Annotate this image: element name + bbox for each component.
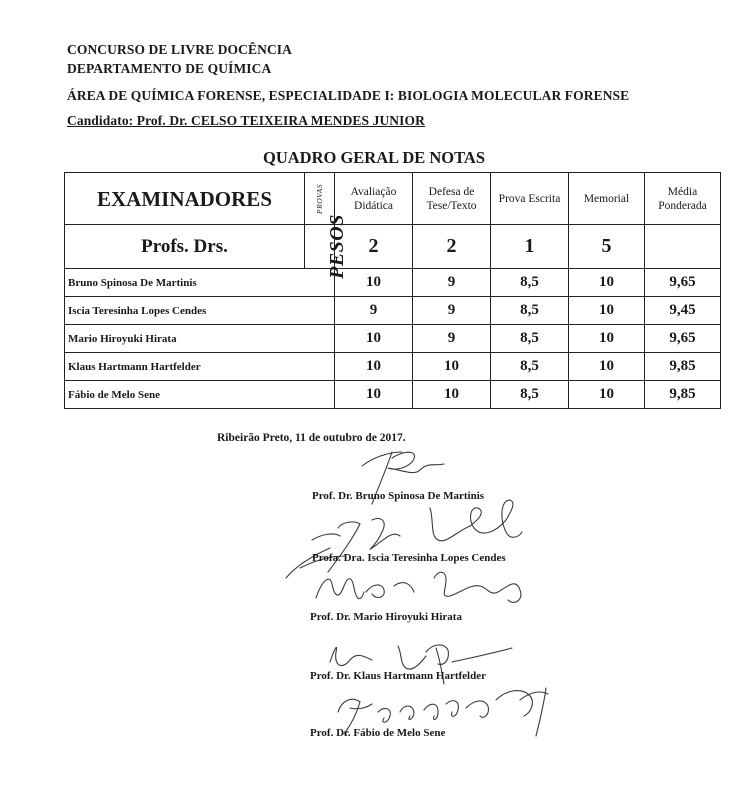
weight-didatica: 2 [335, 225, 413, 269]
grade-defesa: 9 [413, 269, 491, 297]
grade-memorial: 10 [569, 353, 645, 381]
weight-defesa: 2 [413, 225, 491, 269]
grade-media: 9,85 [645, 381, 721, 409]
table-row [65, 297, 721, 325]
signature-4-name: Prof. Dr. Klaus Hartmann Hartfelder [310, 670, 486, 682]
col-header-didatica: Avaliação Didática [335, 173, 413, 225]
grade-defesa: 10 [413, 381, 491, 409]
provas-label: PROVAS [305, 173, 335, 225]
table-row [65, 381, 721, 409]
signature-3-name: Prof. Dr. Mario Hiroyuki Hirata [310, 611, 462, 623]
weight-memorial: 5 [569, 225, 645, 269]
header-candidate: Candidato: Prof. Dr. CELSO TEIXEIRA MENDES JUNIOR [67, 113, 425, 128]
date-line: Ribeirão Preto, 11 de outubro de 2017. [217, 432, 406, 444]
table-header-row [65, 173, 721, 225]
pesos-label: PESOS [305, 225, 335, 269]
header-department: DEPARTAMENTO DE QUÍMICA [67, 61, 272, 76]
grade-escrita: 8,5 [491, 325, 569, 353]
grade-escrita: 8,5 [491, 353, 569, 381]
grade-didatica: 9 [335, 297, 413, 325]
grade-defesa: 10 [413, 353, 491, 381]
page-title: QUADRO GERAL DE NOTAS [262, 148, 486, 167]
header-contest: CONCURSO DE LIVRE DOCÊNCIA [67, 42, 293, 57]
grade-didatica: 10 [335, 381, 413, 409]
grade-escrita: 8,5 [491, 269, 569, 297]
profs-label: Profs. Drs. [65, 225, 305, 269]
signature-1-name: Prof. Dr. Bruno Spinosa De Martinis [312, 490, 485, 502]
grade-didatica: 10 [335, 325, 413, 353]
examiner-name: Mario Hiroyuki Hirata [65, 325, 335, 353]
table-row [65, 353, 721, 381]
col-header-defesa: Defesa de Tese/Texto [413, 173, 491, 225]
col-header-escrita: Prova Escrita [491, 173, 569, 225]
table-row [65, 325, 721, 353]
grade-media: 9,65 [645, 269, 721, 297]
examiners-header: EXAMINADORES [65, 173, 305, 225]
grade-memorial: 10 [569, 269, 645, 297]
col-header-media: Média Ponderada [645, 173, 721, 225]
grades-table [64, 172, 721, 409]
weight-escrita: 1 [491, 225, 569, 269]
header-area: ÁREA DE QUÍMICA FORENSE, ESPECIALIDADE I: BIOLOGIA MOLECULAR FORENSE [67, 88, 630, 103]
table-row [65, 269, 721, 297]
weights-row [65, 225, 721, 269]
grade-media: 9,85 [645, 353, 721, 381]
signature-5-name: Prof. Dr. Fábio de Melo Sene [310, 727, 446, 739]
grade-didatica: 10 [335, 269, 413, 297]
grade-defesa: 9 [413, 297, 491, 325]
grade-media: 9,45 [645, 297, 721, 325]
examiner-name: Klaus Hartmann Hartfelder [65, 353, 335, 381]
grade-memorial: 10 [569, 297, 645, 325]
examiner-name: Fábio de Melo Sene [65, 381, 335, 409]
examiner-name: Bruno Spinosa De Martinis [65, 269, 335, 297]
weight-media [645, 225, 721, 269]
signature-2-name: Profa. Dra. Iscia Teresinha Lopes Cendes [312, 552, 506, 564]
grade-media: 9,65 [645, 325, 721, 353]
col-header-memorial: Memorial [569, 173, 645, 225]
grade-didatica: 10 [335, 353, 413, 381]
grade-memorial: 10 [569, 381, 645, 409]
grade-escrita: 8,5 [491, 297, 569, 325]
grade-escrita: 8,5 [491, 381, 569, 409]
grade-defesa: 9 [413, 325, 491, 353]
examiner-name: Iscia Teresinha Lopes Cendes [65, 297, 335, 325]
grade-memorial: 10 [569, 325, 645, 353]
